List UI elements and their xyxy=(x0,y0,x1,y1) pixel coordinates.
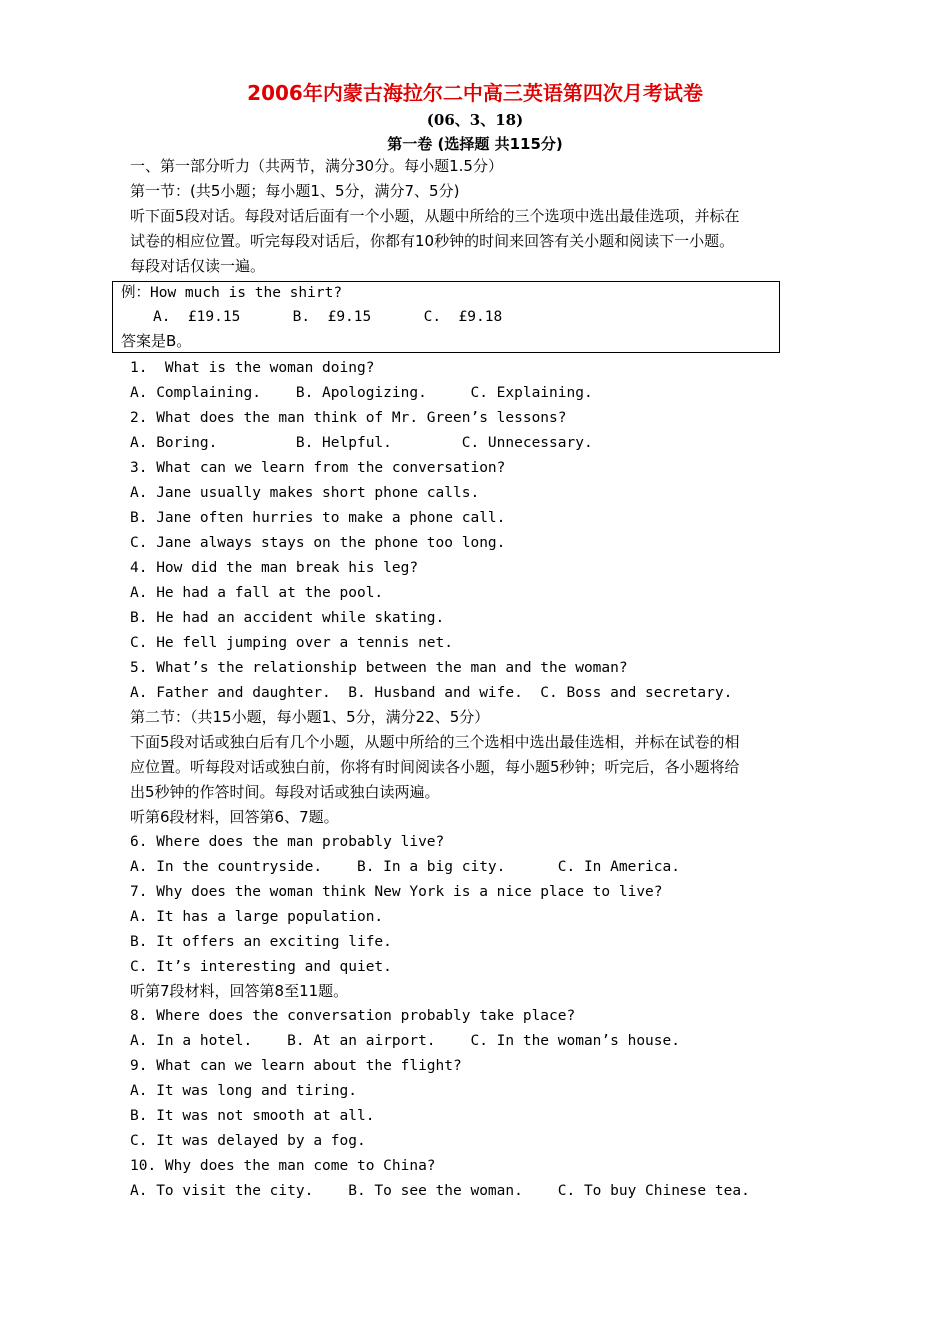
instruction-line: 每段对话仅读一遍。 xyxy=(130,257,266,275)
option-line: A. Complaining. B. Apologizing. C. Explaining. xyxy=(130,385,593,401)
instruction-line: 听下面5段对话。每段对话后面有一个小题，从题中所给的三个选项中选出最佳选项，并标在 xyxy=(130,207,740,225)
example-box xyxy=(112,281,780,353)
question-line: 10. Why does the man come to China? xyxy=(130,1158,436,1174)
material-heading: 听第6段材料，回答第6、7题。 xyxy=(130,808,339,826)
option-line: A. Jane usually makes short phone calls. xyxy=(130,485,480,501)
part1-heading: 一、第一部分听力（共两节，满分30分。每小题1.5分） xyxy=(130,157,503,175)
volume-heading: 第一卷 (选择题 共115分) xyxy=(387,135,563,153)
option-line: A. In a hotel. B. At an airport. C. In the woman’s house. xyxy=(130,1033,680,1049)
option-line: B. It offers an exciting life. xyxy=(130,934,392,950)
option-line: A. Father and daughter. B. Husband and wife. C. Boss and secretary. xyxy=(130,685,733,701)
section1-heading: 第一节：(共5小题；每小题1、5分，满分7、5分) xyxy=(130,182,460,200)
question-line: 6. Where does the man probably live? xyxy=(130,834,445,850)
question-line: 7. Why does the woman think New York is a nice place to live? xyxy=(130,884,663,900)
option-line: B. Jane often hurries to make a phone call. xyxy=(130,510,506,526)
option-line: A. In the countryside. B. In a big city. C. In America. xyxy=(130,859,680,875)
option-line: C. It’s interesting and quiet. xyxy=(130,959,392,975)
option-line: A. To visit the city. B. To see the woman. C. To buy Chinese tea. xyxy=(130,1183,750,1199)
material-heading: 听第7段材料，回答第8至11题。 xyxy=(130,982,349,1000)
instruction-line: 应位置。听每段对话或独白前，你将有时间阅读各小题，每小题5秒钟；听完后，各小题将给 xyxy=(130,758,740,776)
question-line: 2. What does the man think of Mr. Green’s lessons? xyxy=(130,410,567,426)
option-line: B. It was not smooth at all. xyxy=(130,1108,375,1124)
question-line: 9. What can we learn about the flight? xyxy=(130,1058,462,1074)
instruction-line: 出5秒钟的作答时间。每段对话或独白读两遍。 xyxy=(130,783,440,801)
instruction-line: 下面5段对话或独白后有几个小题，从题中所给的三个选相中选出最佳选相，并标在试卷的相 xyxy=(130,733,740,751)
example-question: 例：How much is the shirt? xyxy=(121,285,343,301)
option-line: A. It was long and tiring. xyxy=(130,1083,357,1099)
question-line: 1. What is the woman doing? xyxy=(130,360,375,376)
question-line: 4. How did the man break his leg? xyxy=(130,560,419,576)
question-line: 5. What’s the relationship between the man and the woman? xyxy=(130,660,628,676)
option-line: B. He had an accident while skating. xyxy=(130,610,445,626)
option-line: C. Jane always stays on the phone too long. xyxy=(130,535,506,551)
section2-heading: 第二节：（共15小题，每小题1、5分，满分22、5分） xyxy=(130,708,490,726)
option-line: C. It was delayed by a fog. xyxy=(130,1133,366,1149)
question-line: 3. What can we learn from the conversation? xyxy=(130,460,506,476)
example-options: A. £19.15 B. £9.15 C. £9.18 xyxy=(153,309,503,325)
option-line: A. He had a fall at the pool. xyxy=(130,585,384,601)
option-line: A. Boring. B. Helpful. C. Unnecessary. xyxy=(130,435,593,451)
exam-date: (06、3、18) xyxy=(426,111,524,129)
option-line: C. He fell jumping over a tennis net. xyxy=(130,635,454,651)
question-line: 8. Where does the conversation probably take place? xyxy=(130,1008,576,1024)
option-line: A. It has a large population. xyxy=(130,909,384,925)
example-answer: 答案是B。 xyxy=(121,332,192,350)
instruction-line: 试卷的相应位置。听完每段对话后，你都有10秒钟的时间来回答有关小题和阅读下一小题。 xyxy=(130,232,735,250)
exam-title: 2006年内蒙古海拉尔二中高三英语第四次月考试卷 xyxy=(247,81,703,105)
